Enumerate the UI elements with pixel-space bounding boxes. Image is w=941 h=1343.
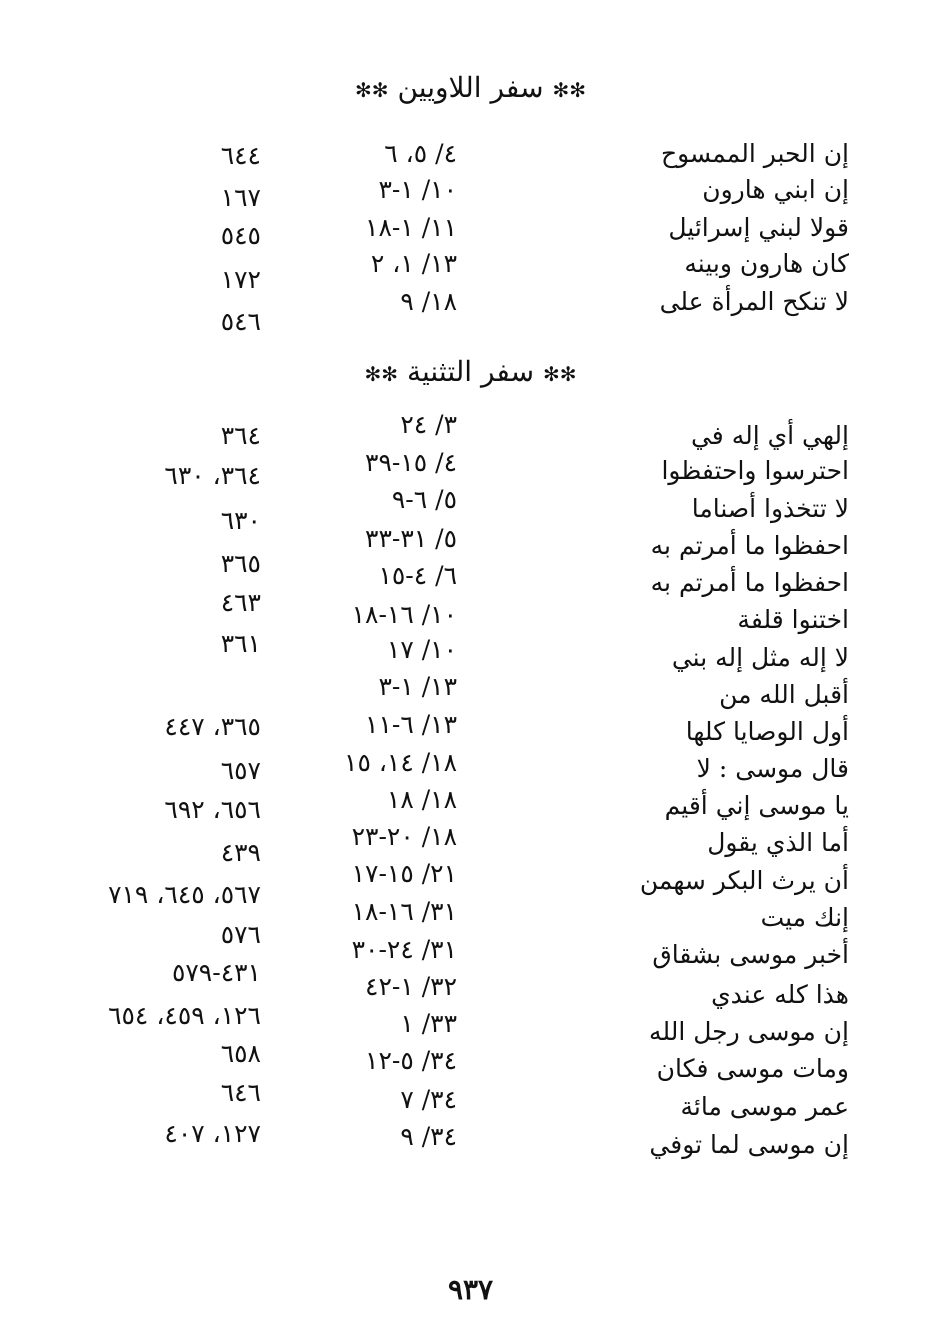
entry-text: إن ابني هارون [702,175,849,204]
stars-ornament-icon: ✻✻ [355,78,389,102]
entry-reference: ٥/ ٦-٩ [391,485,457,514]
entry-reference: ١٨/ ١٤، ١٥ [344,748,457,777]
entry-reference: ١١/ ١-١٨ [365,213,457,242]
entry-pages: ٦٥٧ [220,756,261,785]
entry-reference: ٥/ ٣١-٣٣ [365,524,457,553]
entry-text: إنك ميت [760,903,849,932]
entry-reference: ٤/ ٥، ٦ [384,139,457,168]
entry-reference: ١٣/ ٦-١١ [365,710,457,739]
index-entry [0,448,941,490]
entry-reference: ٤/ ١٥-٣٩ [365,448,457,477]
entry-reference: ١٠/ ١-٣ [378,175,457,204]
entry-text: أقبل الله من [719,680,849,709]
entry-text: إن موسى رجل الله [649,1017,849,1046]
entry-pages: ٤٣٩ [220,838,261,867]
entry-reference: ١٣/ ١-٣ [378,672,457,701]
section-title-text: سفر اللاويين [397,71,544,104]
entry-text: اختنوا قلفة [737,605,849,634]
entry-text: يا موسى إني أقيم [664,791,849,820]
entry-text: إن موسى لما توفي [649,1130,849,1159]
entry-text: إن الحبر الممسوح [660,139,849,168]
entry-pages: ٥٦٧، ٦٤٥، ٧١٩ [108,880,261,909]
entry-text: أول الوصايا كلها [685,717,849,746]
entry-pages: ٦٣٠ [220,506,261,535]
entry-pages: ٦٤٤ [220,141,261,170]
entry-text: احترسوا واحتفظوا [661,456,849,485]
entry-text: هذا كله عندي [711,980,849,1009]
entry-text: أن يرث البكر سهمن [639,866,849,895]
index-entry [0,283,941,336]
stars-ornament-icon: ✻✻ [364,362,399,386]
entry-reference: ١٣/ ١، ٢ [370,249,457,278]
entry-reference: ٣٤/ ٩ [400,1122,457,1151]
entry-reference: ٣٣/ ١ [400,1009,457,1038]
section-title-text: سفر التثنية [406,355,535,388]
entry-text: قال موسى : لا [696,754,849,783]
entry-text: لا إله مثل إله بني [671,643,849,672]
entry-reference: ١٨/ ٢٠-٢٣ [351,822,457,851]
index-entry [0,859,941,909]
entry-pages: ٣٦٥، ٤٤٧ [164,712,261,741]
entry-reference: ١٠/ ١٧ [386,635,457,664]
entry-pages: ٥٤٦ [220,307,261,336]
entry-text: عمر موسى مائة [680,1092,849,1121]
entry-reference: ١٠/ ١٦-١٨ [351,600,457,629]
entry-pages: ٣٦١ [220,629,261,658]
entry-text: لا تنكح المرأة على [659,287,849,316]
entry-pages: ٤٦٣ [220,588,261,617]
entry-reference: ٣١/ ١٦-١٨ [351,897,457,926]
entry-reference: ٢١/ ١٥-١٧ [351,859,457,888]
entry-pages: ٦٥٨ [220,1039,261,1068]
entry-pages: ١٦٧ [220,183,261,212]
entry-reference: ٣٢/ ١-٤٢ [365,972,457,1001]
entry-pages: ٣٦٤، ٦٣٠ [164,461,261,490]
index-entry [0,750,941,788]
entry-pages: ١٧٢ [220,265,261,294]
stars-ornament-icon: ✻✻ [542,362,577,386]
entry-reference: ١٨/ ٩ [400,287,457,316]
entry-text: قولا لبني إسرائيل [668,213,849,242]
entry-text: كان هارون وبينه [684,249,849,278]
entry-text: احفظوا ما أمرتم به [650,568,849,597]
index-entry [0,1122,941,1164]
entry-text: إلهي أي إله في [690,421,849,450]
entry-text: أما الذي يقول [707,828,849,857]
entry-text: ومات موسى فكان [656,1054,849,1083]
index-entry [0,822,941,867]
section-title-leviticus [0,68,941,110]
entry-pages: ٦٥٦، ٦٩٢ [164,795,261,824]
entry-pages: ٣٦٤ [220,421,261,450]
index-entry [0,787,941,825]
entry-text: لا تتخذوا أصناما [691,494,849,523]
stars-ornament-icon: ✻✻ [552,78,586,102]
entry-pages: ٣٦٥ [220,549,261,578]
index-entry [0,710,941,751]
entry-pages: ٥٤٥ [220,221,261,250]
entry-text: أخبر موسى بشقاق [652,940,849,969]
index-entry [0,897,941,949]
index-entry [0,209,941,250]
index-entry [0,135,941,173]
index-entry [0,672,941,714]
entry-pages: ٤٣١-٥٧٩ [171,958,261,987]
entry-reference: ٣١/ ٢٤-٣٠ [351,935,457,964]
index-entry [0,635,941,677]
entry-reference: ٣٤/ ٥-١٢ [365,1046,457,1075]
entry-pages: ٦٤٦ [220,1078,261,1107]
index-entry [0,410,941,455]
entry-reference: ٣٤/ ٧ [400,1085,457,1114]
entry-reference: ١٨/ ١٨ [386,785,457,814]
index-entry [0,485,941,535]
entry-pages: ١٢٦، ٤٥٩، ٦٥٤ [108,1001,261,1030]
index-entry [0,245,941,294]
entry-pages: ٥٧٦ [220,920,261,949]
index-entry [0,171,941,212]
entry-reference: ٦/ ٤-١٥ [378,561,457,590]
entry-text: احفظوا ما أمرتم به [650,531,849,560]
entry-pages: ١٢٧، ٤٠٧ [164,1119,261,1148]
entry-reference: ٣/ ٢٤ [400,410,457,439]
page-number: ٩٣٧ [447,1273,494,1306]
section-title-deuteronomy [0,352,941,394]
